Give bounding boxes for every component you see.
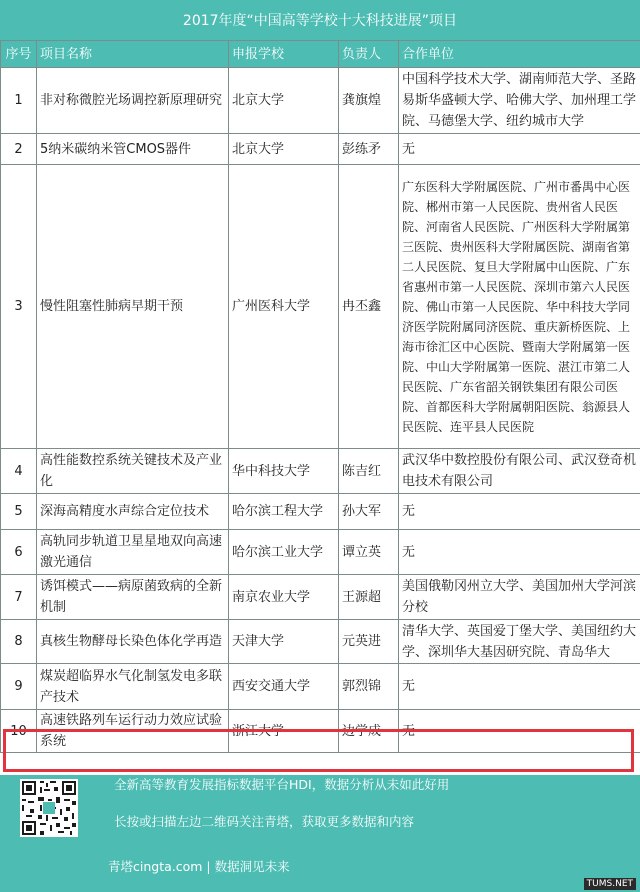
table-row xyxy=(1,134,640,165)
cell-leader: 边学成 xyxy=(339,710,399,753)
table-row xyxy=(1,620,640,664)
footer-brand-link[interactable]: 青塔cingta.com | 数据洞见未来 xyxy=(108,859,290,874)
header-leader: 负责人 xyxy=(339,41,399,68)
footer-promo-text: 全新高等教育发展指标数据平台HDI，数据分析从未如此好用 xyxy=(114,777,450,792)
header-partners: 合作单位 xyxy=(399,41,640,68)
cell-project: 高性能数控系统关键技术及产业化 xyxy=(37,449,229,494)
cell-num: 6 xyxy=(1,530,37,575)
cell-partners: 无 xyxy=(399,494,640,530)
cell-school: 西安交通大学 xyxy=(229,664,339,710)
header-project: 项目名称 xyxy=(37,41,229,68)
table-row xyxy=(1,449,640,494)
footer-banner xyxy=(0,775,640,892)
footer-scan-text: 长按或扫描左边二维码关注青塔，获取更多数据和内容 xyxy=(114,814,415,829)
cell-num: 1 xyxy=(1,68,37,134)
cell-partners: 中国科学技术大学、湖南师范大学、圣路易斯华盛顿大学、哈佛大学、加州理工学院、马德堡大学、纽约城市大学 xyxy=(399,68,640,134)
cell-project: 非对称微腔光场调控新原理研究 xyxy=(37,68,229,134)
projects-table xyxy=(0,40,640,753)
cell-project: 高速铁路列车运行动力效应试验系统 xyxy=(37,710,229,753)
cell-school: 哈尔滨工业大学 xyxy=(229,530,339,575)
cell-school: 哈尔滨工程大学 xyxy=(229,494,339,530)
cell-partners: 清华大学、英国爱丁堡大学、美国纽约大学、深圳华大基因研究院、青岛华大 xyxy=(399,620,640,664)
table-row xyxy=(1,68,640,134)
cell-partners: 无 xyxy=(399,664,640,710)
cell-school: 北京大学 xyxy=(229,68,339,134)
qr-code-icon xyxy=(20,779,78,837)
cell-school: 广州医科大学 xyxy=(229,165,339,449)
cell-project: 诱饵模式——病原菌致病的全新机制 xyxy=(37,575,229,620)
cell-project: 煤炭超临界水气化制氢发电多联产技术 xyxy=(37,664,229,710)
table-title: 2017年度“中国高等学校十大科技进展”项目 xyxy=(0,0,640,40)
cell-school: 天津大学 xyxy=(229,620,339,664)
cell-partners: 美国俄勒冈州立大学、美国加州大学河滨分校 xyxy=(399,575,640,620)
cell-partners: 无 xyxy=(399,530,640,575)
cell-school: 浙江大学 xyxy=(229,710,339,753)
cell-num: 5 xyxy=(1,494,37,530)
cell-num: 4 xyxy=(1,449,37,494)
cell-partners: 无 xyxy=(399,710,640,753)
cell-leader: 谭立英 xyxy=(339,530,399,575)
table-row xyxy=(1,165,640,449)
cell-project: 高轨同步轨道卫星星地双向高速激光通信 xyxy=(37,530,229,575)
cell-num: 10 xyxy=(1,710,37,753)
cell-leader: 孙大军 xyxy=(339,494,399,530)
cell-leader: 元英进 xyxy=(339,620,399,664)
cell-partners: 无 xyxy=(399,134,640,165)
header-school: 申报学校 xyxy=(229,41,339,68)
table-row xyxy=(1,494,640,530)
cell-num: 7 xyxy=(1,575,37,620)
cell-project: 5纳米碳纳米管CMOS器件 xyxy=(37,134,229,165)
cell-leader: 陈吉红 xyxy=(339,449,399,494)
cell-partners: 武汉华中数控股份有限公司、武汉登奇机电技术有限公司 xyxy=(399,449,640,494)
table-row xyxy=(1,664,640,710)
cell-school: 南京农业大学 xyxy=(229,575,339,620)
cell-project: 慢性阻塞性肺病早期干预 xyxy=(37,165,229,449)
cell-num: 8 xyxy=(1,620,37,664)
table-row xyxy=(1,575,640,620)
cell-project: 真核生物酵母长染色体化学再造 xyxy=(37,620,229,664)
cell-num: 9 xyxy=(1,664,37,710)
cell-num: 2 xyxy=(1,134,37,165)
cell-school: 北京大学 xyxy=(229,134,339,165)
table-row xyxy=(1,530,640,575)
cell-leader: 彭练矛 xyxy=(339,134,399,165)
cell-leader: 龚旗煌 xyxy=(339,68,399,134)
cell-num: 3 xyxy=(1,165,37,449)
table-row-highlighted xyxy=(1,710,640,753)
cell-school: 华中科技大学 xyxy=(229,449,339,494)
cell-project: 深海高精度水声综合定位技术 xyxy=(37,494,229,530)
cell-leader: 郭烈锦 xyxy=(339,664,399,710)
corner-watermark: TUMS.NET xyxy=(584,878,636,890)
header-num: 序号 xyxy=(1,41,37,68)
table-header-row xyxy=(1,41,640,68)
cell-leader: 冉丕鑫 xyxy=(339,165,399,449)
cell-leader: 王源超 xyxy=(339,575,399,620)
cell-partners: 广东医科大学附属医院、广州市番禺中心医院、郴州市第一人民医院、贵州省人民医院、河南省人民医院、广州医科大学附属第三医院、贵州医科大学附属医院、湖南省第二人民医院、复旦大学附属中山医院、广东省惠州市第一人民医院、深圳市第六人民医院、佛山市第一人民医院、华中科技大学同济医学院附属同济医院、重庆新桥医院、上海市徐汇区中心医院、暨南大学附属第一医院、中山大学附属第一医院、湛江市第二人民医院、广东省韶关钢铁集团有限公司医院、首都医科大学附属朝阳医院、翁源县人民医院、连平县人民医院 xyxy=(399,165,640,449)
